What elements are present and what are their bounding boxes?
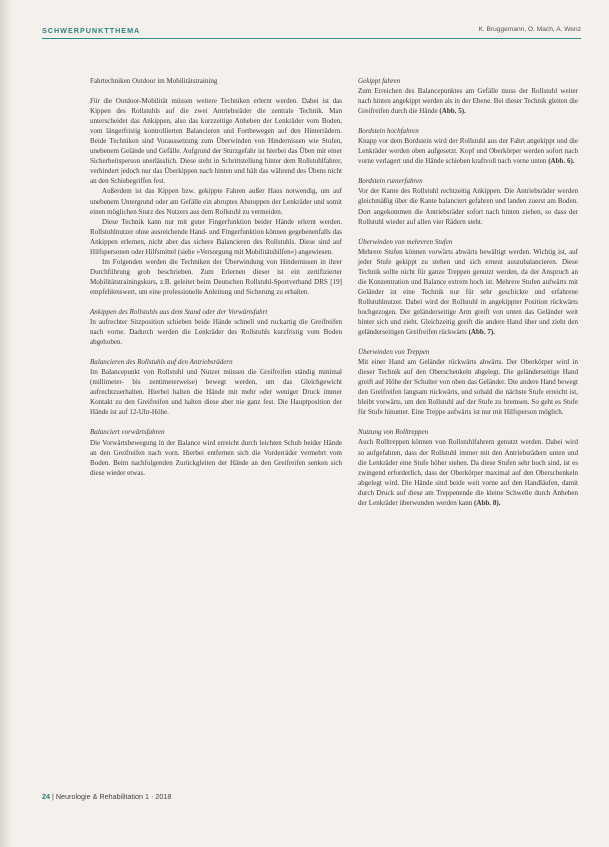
header-rule [42, 38, 581, 39]
paragraph [358, 86, 578, 116]
paragraph-text: Mehrere Stufen können vorwärts abwärts bewältigt werden. Wichtig ist, auf jeder Stufe gekippt zu stehen und sich erneut auszubalancieren. Diese Technik sollte nicht für ganze Treppen genutzt werden, da der Anspruch an die Konzentration und Balance extrem hoch ist. Mehrere Stufen aufwärts mit Geländer ist eine Technik nur für sehr geschickte und erfahrene Rollstuhlnutzer. Dabei wird der Rollstuhl in angekippter Position rückwärts hochgezogen. Der geländerseitige Arm greift von unten das Geländer weit hinter sich und zieht. Gleichzeitig greift die andere Hand über und zieht den geländerseitigen Greifreifen rückwärts [358, 247, 578, 337]
subheading: Balanciert vorwärtsfahren [90, 428, 165, 437]
paragraph [358, 136, 578, 166]
paragraph: Im Balancepunkt von Rollstuhl und Nutzer müssen die Greifreifen ständig minimal (millimeter- bis zentimeterweise) bewegt werden, um das Gleichgewicht aufrechtzuerhalten. Hierbei halten die Hände mit mehr oder weniger Druck immer Kontakt zu den Greifreifen und halten diese aber nie ganz fest. Die Hauptposition der Hände ist auf 12-Uhr-Höhe. [90, 368, 342, 417]
figure-ref: (Abb. 5). [439, 107, 466, 116]
intro-heading: Fahrtechniken Outdoor im Mobilitätstraining [90, 77, 218, 85]
subheading: Balancieren des Rollstuhls auf den Antriebsrädern [90, 358, 233, 367]
paragraph: Außerdem ist das Kippen bzw. gekippte Fahren außer Haus notwendig, um auf unebenem Untergrund oder am Gefälle ein abruptes Abstoppen der Lenkräder und somit einen möglichen Sturz des Nutzers aus dem Rollstuhl zu vermeiden. [90, 187, 342, 216]
figure-ref: (Abb. 7). [468, 328, 495, 337]
paragraph: Vor der Kante des Rollstuhl rechtzeitig Ankippen. Die Antriebsräder werden gleichmäßig über die Kante balanciert gefahren und landen zuerst am Boden. Dort angekommen die Antriebsräder sofort nach hinten ziehen, so dass der Rollstuhl wieder auf allen vier Rädern steht. [358, 187, 578, 226]
paragraph [358, 247, 578, 337]
journal-name: | Neurologie & Rehabilitation 1 · 2018 [52, 792, 172, 801]
section-label: SCHWERPUNKTTHEMA [42, 26, 141, 35]
page-header [42, 26, 581, 38]
subheading: Bordstein runterfahren [358, 177, 423, 186]
paragraph: In aufrechter Sitzposition schieben beide Hände schnell und ruckartig die Greifreifen nach vorne. Dadurch werden die Lenkräder des Rollstuhls kurzfristig vom Boden abgehoben. [90, 318, 342, 347]
subheading: Bordstein hochfahren [358, 127, 419, 136]
subheading: Nutzung von Rolltreppen [358, 428, 429, 437]
page-footer [42, 792, 171, 801]
author-line: K. Bruggemann, O. Mach, A. Wenz [478, 26, 581, 33]
figure-ref: (Abb. 8). [474, 498, 501, 507]
paragraph-text: Zum Erreichen des Balancepunktes am Gefälle muss der Rollstuhl weiter nach hinten angekippt werden als in der Ebene. Bei dieser Technik gleiten die Greifreifen durch die Hände [358, 87, 578, 116]
subheading: Überwinden von mehreren Stufen [358, 237, 453, 246]
paragraph: Im Folgenden werden die Techniken der Überwindung von Hindernissen in ihrer Durchführung grob beschrieben. Zum Erlernen dieser ist ein zertifizierter Mobilitätstrainingskurs, z.B. geleitet beim Deutschen Rollstuhl-Sportverband DRS [19] empfehlenswert, um eine professionelle Anleitung und Sicherung zu erhalten. [90, 257, 342, 296]
page-number: 24 [42, 792, 50, 801]
figure-ref: (Abb. 6). [548, 157, 575, 166]
subheading: Überwinden von Treppen [358, 348, 430, 357]
subheading: Ankippen des Rollstuhls aus dem Stand oder der Vorwärtsfahrt [90, 307, 268, 316]
left-column [90, 76, 342, 478]
paragraph: Diese Technik kann nur mit guter Fingerfunktion beider Hände erlernt werden. Rollstuhlnutzer ohne ausreichende Hand- und Fingerfunktion können gegebenenfalls das Ankippen erlernen, nicht aber das sichere Balancieren des Rollstuhls. Diese sind auf Hilfspersonen oder Hilfsmittel (siehe »Versorgung mit Mobilitätshilfen«) angewiesen. [90, 217, 342, 256]
right-column [358, 76, 578, 508]
paragraph-text: Knapp vor dem Bordstein wird der Rollstuhl aus der Fahrt angekippt und die Lenkräder werden oben aufgesetzt. Kopf und Oberkörper werden sofort nach vorne verlagert und die Hände schieben kraftvoll nach vorne unten [358, 137, 578, 166]
subheading: Gekippt fahren [358, 77, 401, 85]
paragraph: Für die Outdoor-Mobilität müssen weitere Techniken erlernt werden. Dabei ist das Kippen des Rollstuhls auf die zwei Antriebsräder die zentrale Technik. Man unterscheidet das Ankippen, also das kurzzeitige Anheben der Lenkräder vom Boden, vom längerfristig kontrollierten Balancieren und Fortbewegen auf den Hinterrädern. Beide Techniken sind Voraussetzung zum Überwinden von Hindernissen wie Stufen, unebenem Gelände und Gefälle. Aufgrund der Sturzgefahr ist hierbei das Üben mit einer Sicherheitsperson unerlässlich. Diese steht in Schrittstellung hinter dem Rollstuhlfahrer, verhindert jedoch nur das Überkippen nach hinten und hält das während des Übens nicht an den Schiebegriffen fest. [90, 97, 342, 186]
paragraph [358, 437, 578, 507]
paragraph-text: Auch Rolltreppen können von Rollstuhlfahrern genutzt werden. Dabei wird so aufgefahren, dass der Rollstuhl immer mit den Antriebsrädern unten und die Lenkräder eine Stufe höher stehen. Da diese Stufen sehr hoch sind, ist es zwingend erforderlich, dass der Oberkörper maximal auf den Oberschenkeln abgelegt wird. Die Hände sind beide weit vorne auf den Handläufen, damit durch Druck auf diese am Treppenende die kleine Schwelle durch Anheben der Lenkräder überwunden werden kann [358, 438, 578, 507]
paragraph: Die Vorwärtsbewegung in der Balance wird erreicht durch leichten Schub beider Hände an den Greifreifen nach vorn. Hierbei entfernen sich die Vorderräder vermehrt vom Boden. Beim nachfolgenden Zurückgleiten der Hände an den Greifreifen senken sich diese wieder etwas. [90, 438, 342, 477]
page-binding-shadow [0, 0, 12, 847]
paragraph: Mit einer Hand am Geländer rückwärts abwärts. Der Oberkörper wird in dieser Technik auf den Oberschenkeln abgelegt. Die geländerseitige Hand greift auf Höhe der Schulter von oben das Geländer. Die andere Hand bewegt den Greifreifen langsam rückwärts, und sobald die nächste Stufe erreicht ist, bleibt vorwärts, um den Rollstuhl auf der Stufe zu bremsen. So geht es Stufe für Stufe hinunter. Eine Treppe aufwärts ist nur mit Hilfsperson möglich. [358, 358, 578, 417]
